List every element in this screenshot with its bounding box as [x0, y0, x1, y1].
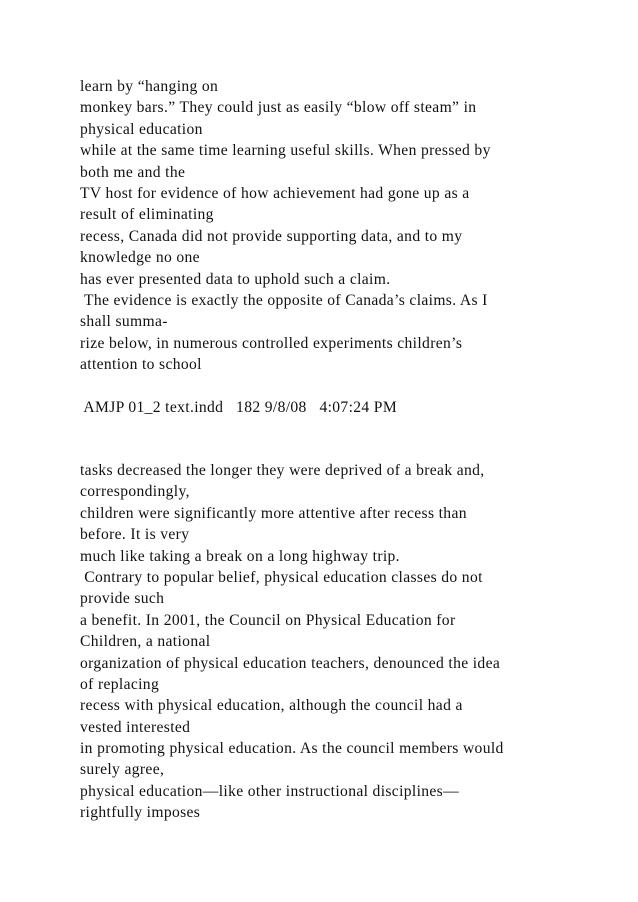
text-line: monkey bars.” They could just as easily “blow off steam” in	[80, 99, 477, 117]
text-line: correspondingly,	[80, 483, 190, 501]
text-line: physical education—like other instructional disciplines—	[80, 782, 460, 800]
text-line: knowledge no one	[80, 249, 200, 267]
text-line: recess, Canada did not provide supporting data, and to my	[80, 227, 463, 245]
text-line: surely agree,	[80, 761, 165, 779]
text-line: vested interested	[80, 718, 191, 736]
text-line: both me and the	[80, 163, 186, 181]
text-line: while at the same time learning useful skills. When pressed by	[80, 142, 491, 160]
print-slug-line: AMJP 01_2 text.indd 182 9/8/08 4:07:24 PM	[80, 398, 398, 416]
text-line: TV host for evidence of how achievement had gone up as a	[80, 184, 470, 202]
text-line: result of eliminating	[80, 206, 214, 224]
text-line: a benefit. In 2001, the Council on Physical Education for	[80, 611, 456, 629]
text-line: recess with physical education, although the council had a	[80, 697, 463, 715]
text-line: children were significantly more attentive after recess than	[80, 504, 467, 522]
text-line: attention to school	[80, 356, 202, 374]
text-block-top	[80, 76, 620, 418]
text-line: before. It is very	[80, 526, 190, 544]
text-line: physical education	[80, 120, 203, 138]
text-line: of replacing	[80, 675, 160, 693]
text-line: rize below, in numerous controlled experiments children’s	[80, 334, 463, 352]
text-line: in promoting physical education. As the council members would	[80, 740, 504, 758]
text-block-bottom	[80, 460, 620, 824]
text-line: Children, a national	[80, 633, 211, 651]
text-line: organization of physical education teachers, denounced the idea	[80, 654, 501, 672]
text-line: tasks decreased the longer they were deprived of a break and,	[80, 462, 485, 479]
text-line: provide such	[80, 590, 165, 608]
text-line: rightfully imposes	[80, 804, 201, 822]
text-line: learn by “hanging on	[80, 78, 219, 95]
blank-line	[80, 375, 620, 396]
text-line: much like taking a break on a long highway trip.	[80, 547, 400, 565]
text-line: Contrary to popular belief, physical education classes do not	[80, 568, 483, 586]
text-line: shall summa-	[80, 313, 168, 331]
text-line: The evidence is exactly the opposite of Canada’s claims. As I	[80, 291, 488, 309]
text-line: has ever presented data to uphold such a claim.	[80, 270, 391, 288]
